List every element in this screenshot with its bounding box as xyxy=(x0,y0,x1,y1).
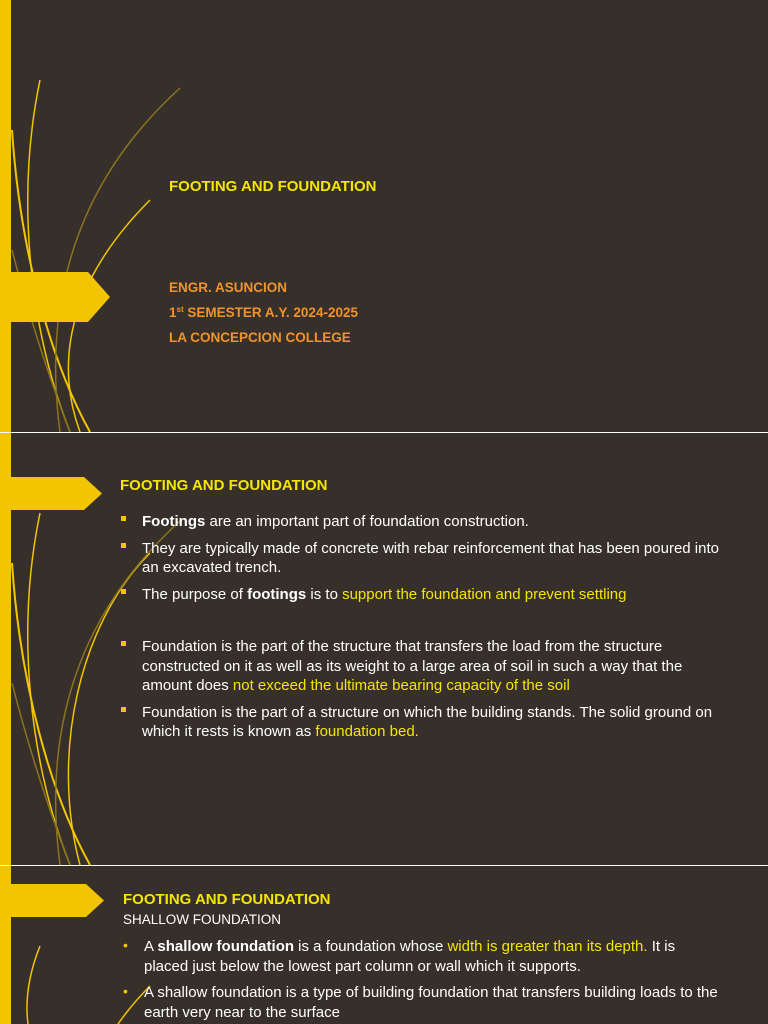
slide-heading: FOOTING AND FOUNDATION xyxy=(123,891,331,908)
slide-footing-foundation xyxy=(0,433,768,865)
list-item: Foundation is the part of the structure that transfers the load from the structure constructed on it as well as its weight to a large area of soil in such a way that the amount does not exceed the ultimate bearing capacity of the soil xyxy=(121,637,721,696)
bullet-marker xyxy=(121,707,126,712)
list-item: Footings are an important part of foundation construction. xyxy=(121,512,721,532)
bullet-marker xyxy=(121,516,126,521)
slide-heading: FOOTING AND FOUNDATION xyxy=(120,477,328,494)
list-item: • A shallow foundation is a type of building foundation that transfers building loads to the earth very near to the surface xyxy=(123,983,718,1021)
bullet-marker xyxy=(121,641,126,646)
arrow-tab xyxy=(0,477,102,510)
slide-subheading: SHALLOW FOUNDATION xyxy=(123,912,282,927)
bullet-list xyxy=(121,512,721,749)
college-name: LA CONCEPCION COLLEGE xyxy=(169,330,351,345)
list-item: Foundation is the part of a structure on which the building stands. The solid ground on which it rests is known as foundation bed. xyxy=(121,703,721,742)
list-item: They are typically made of concrete with rebar reinforcement that has been poured into an excavated trench. xyxy=(121,539,721,578)
decorative-curves xyxy=(0,0,200,432)
arrow-tab xyxy=(0,884,104,917)
bullet-list xyxy=(123,937,723,1024)
bullet-marker xyxy=(121,589,126,594)
bullet-marker xyxy=(121,543,126,548)
slide-title xyxy=(0,0,768,432)
author-name: ENGR. ASUNCION xyxy=(169,280,288,295)
slide-shallow-foundation xyxy=(0,866,768,1024)
bullet-marker: • xyxy=(123,983,128,999)
semester-line: 1st SEMESTER A.Y. 2024-2025 xyxy=(169,305,358,320)
arrow-tab xyxy=(0,272,110,322)
slide-title-heading: FOOTING AND FOUNDATION xyxy=(169,178,377,195)
list-item: The purpose of footings is to support the foundation and prevent settling xyxy=(121,585,721,605)
list-item: • A shallow foundation is a foundation whose width is greater than its depth. It is placed just below the lowest part column or wall which it supports. xyxy=(123,937,676,975)
bullet-marker: • xyxy=(123,937,128,953)
